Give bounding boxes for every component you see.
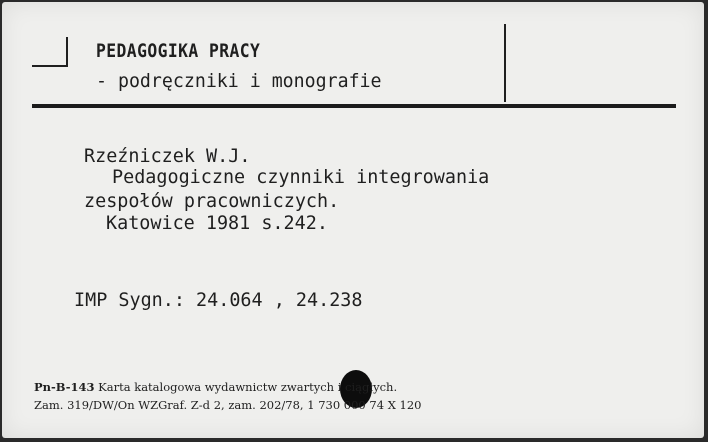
- corner-tick-vertical: [66, 37, 68, 67]
- entry-publication: Katowice 1981 s.242.: [106, 212, 328, 234]
- header-divider: [32, 104, 676, 108]
- form-code: Pn-B-143: [34, 380, 95, 394]
- subject-heading: PEDAGOGIKA PRACY: [96, 40, 261, 62]
- form-description: Karta katalogowa wydawnictw zwartych i ciągłych.: [98, 380, 398, 394]
- header-vertical-rule: [504, 24, 506, 102]
- call-number: IMP Sygn.: 24.064 , 24.238: [74, 289, 363, 311]
- entry-title-line2: zespołów pracowniczych.: [84, 190, 340, 212]
- corner-tick-horizontal: [32, 65, 66, 67]
- footer-line2: Zam. 319/DW/On WZGraf. Z-d 2, zam. 202/78, 1 730 000 74 X 120: [34, 398, 422, 412]
- entry-title-line1: Pedagogiczne czynniki integrowania: [112, 166, 490, 188]
- subject-subheading: - podręczniki i monografie: [96, 70, 382, 92]
- catalog-card: [2, 2, 704, 438]
- entry-author: Rzeźniczek W.J.: [84, 145, 251, 167]
- footer-line1: [34, 380, 397, 394]
